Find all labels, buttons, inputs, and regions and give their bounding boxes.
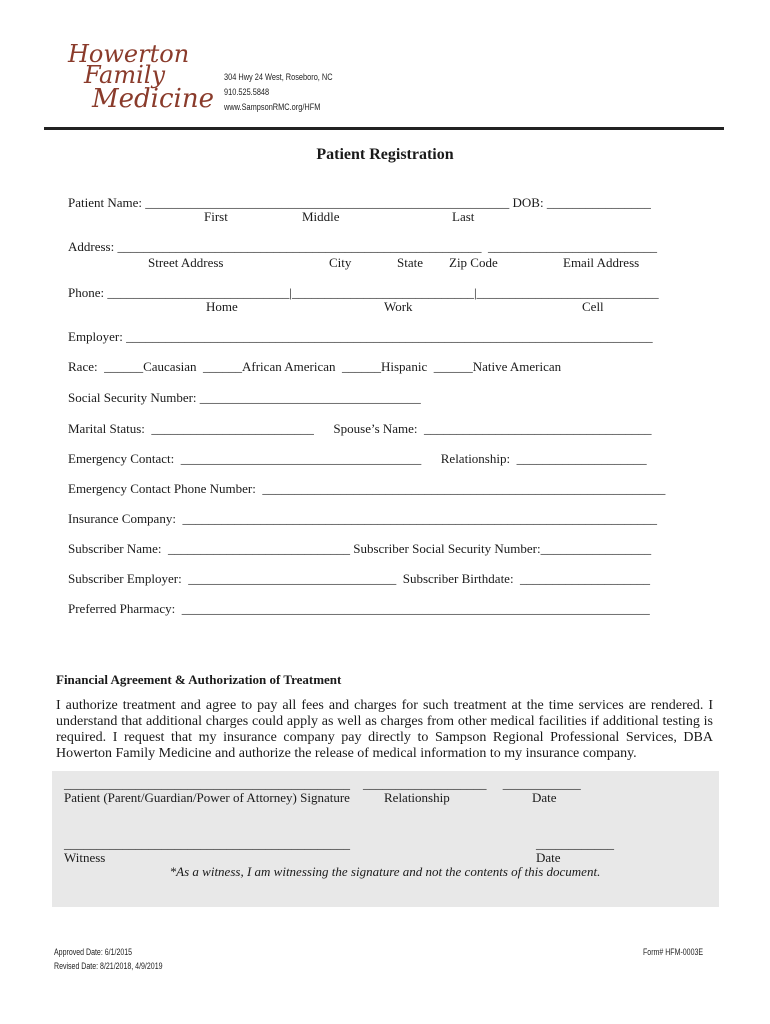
signature-lines[interactable]: ____________________________________________ ___________________ ____________ [64,776,581,791]
form-title: Patient Registration [316,146,454,163]
phone-field[interactable]: Phone: ____________________________|____________________________|____________________________ [68,285,659,300]
subscriber-employer-field[interactable]: Subscriber Employer: ________________________________ Subscriber Birthdate: ____________________ [68,571,651,586]
contact-web: www.SampsonRMC.org/HFM [224,102,321,112]
witness-label: Witness [64,850,106,865]
logo-line-3: Medicine [92,84,214,114]
emergency-contact-field[interactable]: Emergency Contact: _____________________________________ Relationship: ____________________ [68,451,647,466]
witness-note: *As a witness, I am witnessing the signature and not the contents of this document. [169,864,601,879]
insurance-company-field[interactable]: Insurance Company: _________________________________________________________________________ [68,511,657,526]
footer-dates [54,945,163,973]
phone-cell-label: Cell [582,299,604,314]
date-label-1: Date [532,790,557,805]
preferred-pharmacy-field[interactable]: Preferred Pharmacy: ________________________________________________________________________ [68,601,650,616]
revised-date: Revised Date: 8/21/2018, 4/9/2019 [54,961,163,971]
name-first-label: First [204,209,228,224]
contact-address: 304 Hwy 24 West, Roseboro, NC [224,72,333,82]
approved-date: Approved Date: 6/1/2015 [54,947,133,957]
employer-field[interactable]: Employer: _________________________________________________________________________________ [68,329,653,344]
race-field[interactable]: Race: ______Caucasian ______African American ______Hispanic ______Native American [68,359,562,374]
form-number: Form# HFM-0003E [643,947,704,957]
patient-name-field[interactable]: Patient Name: ________________________________________________________ DOB: ________________ [68,195,651,210]
name-last-label: Last [452,209,475,224]
logo-line-2: Family [84,61,165,89]
contact-block [224,70,333,115]
address-street-label: Street Address [148,255,224,270]
name-middle-label: Middle [302,209,340,224]
address-zip-label: Zip Code [449,255,498,270]
address-email-label: Email Address [563,255,640,270]
witness-date-line[interactable]: ____________ [536,836,614,851]
relationship-label: Relationship [384,790,450,805]
witness-signature-line[interactable]: ____________________________________________ [64,836,350,851]
subscriber-name-field[interactable]: Subscriber Name: ____________________________ Subscriber Social Security Number:_________________ [68,541,652,556]
emergency-phone-field[interactable]: Emergency Contact Phone Number: ______________________________________________________________ [68,481,666,496]
address-field[interactable]: Address: ________________________________________________________ __________________________ [68,239,657,254]
ssn-field[interactable]: Social Security Number: __________________________________ [68,390,421,405]
phone-work-label: Work [384,299,413,314]
financial-text: I authorize treatment and agree to pay all fees and charges for such treatment at the time services are rendered. I understand that additional charges could apply as well as charges from other medical facilities if additional testing is required. I request that my insurance company pay directly to Sampson Regional Professional Services, DBA Howerton Family Medicine and authorize the release of medical information to my insurance company. [56,698,713,761]
logo-line-1: Howerton [68,40,190,68]
contact-phone: 910.525.5848 [224,87,270,97]
practice-logo [68,40,218,120]
date-label-2: Date [536,850,561,865]
header-rule [44,127,724,130]
phone-home-label: Home [206,299,238,314]
patient-signature-label: Patient (Parent/Guardian/Power of Attorney) Signature [64,790,350,805]
address-state-label: State [397,255,423,270]
marital-status-field[interactable]: Marital Status: _________________________ Spouse’s Name: ___________________________________ [68,421,652,436]
address-city-label: City [329,255,352,270]
financial-heading: Financial Agreement & Authorization of Treatment [56,672,342,687]
